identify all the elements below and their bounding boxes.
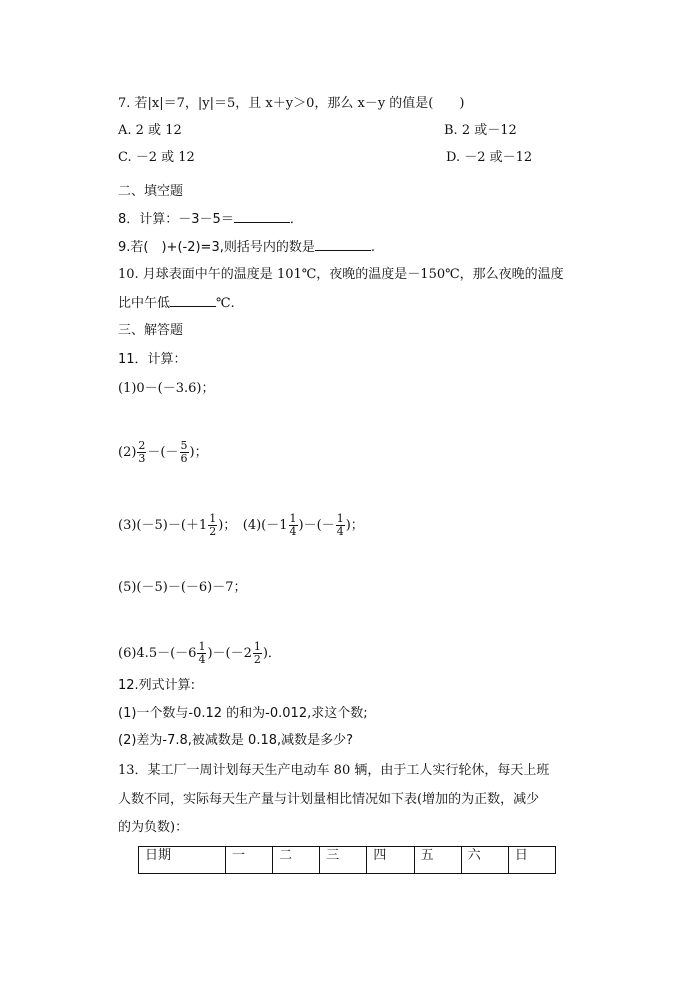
table-cell: 日期 [139,847,226,874]
q10-answer-blank [170,294,216,307]
table-cell: 二 [273,847,320,874]
fraction: $\frac{1}{4}$ [336,512,344,538]
q10-line2 [118,294,235,313]
q8-answer-blank [234,210,290,223]
table-cell: 日 [508,847,555,874]
q9-answer-blank [315,238,371,251]
q10-line2-post: ℃. [216,296,235,311]
section-answer-heading: 三、解答题 [118,323,184,338]
q10-line2-pre: 比中午低 [118,296,171,311]
fraction: $\frac{5}{6}$ [180,439,188,465]
q11-part3-4: (3)(－5)－(＋1 $\frac{1}{2}$ )； (4)(－1 $\frac{1}{4}$ )－(－ $\frac{1}{4}$ )； [118,512,364,538]
q9-after: . [370,240,375,255]
table-cell: 四 [367,847,414,874]
q8-text: 8．计算：－3－5＝ [118,212,234,227]
q7-option-b: B. 2 或－12 [444,123,517,138]
table-cell: 一 [226,847,273,874]
fraction: $\frac{1}{4}$ [289,512,297,538]
q11-stem: 11．计算： [118,352,187,367]
q8-after: ． [289,212,303,227]
q7-option-c: C. －2 或 12 [118,150,195,165]
q13-line1: 13．某工厂一周计划每天生产电动车 80 辆，由于工人实行轮休，每天上班 [118,763,550,778]
production-table [138,846,556,874]
fraction: $\frac{2}{3}$ [138,439,146,465]
q11-part6: (6)4.5－(－6 $\frac{1}{4}$ )－(－2 $\frac{1}{2}$ )． [118,640,281,666]
q11-part2: (2) $\frac{2}{3}$ －(－ $\frac{5}{6}$ )； [118,439,208,465]
q12-stem: 12.列式计算: [118,678,196,693]
q10-line1: 10. 月球表面中午的温度是 101℃，夜晚的温度是－150℃，那么夜晚的温度 [118,267,564,282]
q12-part1: (1)一个数与-0.12 的和为-0.012,求这个数; [118,706,368,721]
q13-line3: 的为负数)： [118,820,189,835]
q11-part1: (1)0－(－3.6)； [118,381,215,396]
q11-part5: (5)(－5)－(－6)－7； [118,580,247,595]
section-fill-in-heading: 二、填空题 [118,184,184,199]
fraction: $\frac{1}{2}$ [253,640,261,666]
fraction: $\frac{1}{2}$ [209,512,217,538]
table-cell: 五 [414,847,461,874]
q7-option-a: A. 2 或 12 [118,123,182,138]
q13-line2: 人数不同，实际每天生产量与计划量相比情况如下表(增加的为正数，减少 [118,792,540,807]
q9 [118,238,375,257]
table-header-row [139,847,556,874]
q7-option-d: D. －2 或－12 [446,150,533,165]
q12-part2: (2)差为-7.8,被减数是 0.18,减数是多少? [118,733,354,748]
q7-stem: 7. 若|x|＝7，|y|＝5，且 x＋y＞0，那么 x－y 的值是( ) [118,96,465,111]
q8 [118,210,303,229]
table-cell: 六 [461,847,508,874]
q9-text: 9.若( )+(-2)=3,则括号内的数是 [118,240,315,255]
fraction: $\frac{1}{4}$ [198,640,206,666]
table-cell: 三 [320,847,367,874]
